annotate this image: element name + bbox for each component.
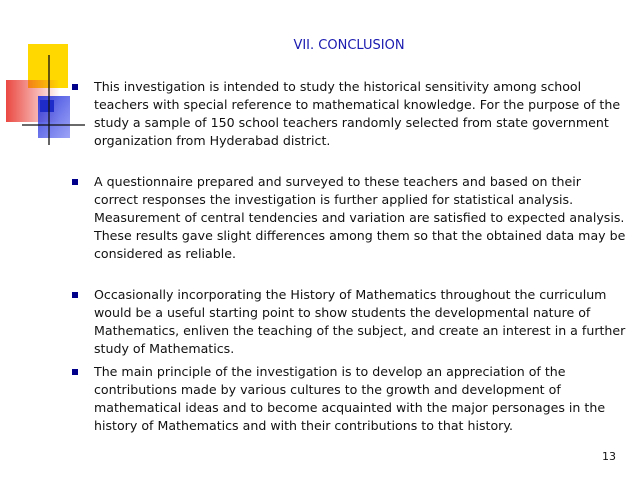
bullet-list bbox=[72, 78, 627, 435]
bullet-text: Occasionally incorporating the History of Mathematics throughout the curriculum would be a useful starting point to show students the developmental nature of Mathematics, enliven the teaching of the subject, and create an interest in a further study of Mathematics. bbox=[94, 287, 626, 356]
bullet-item bbox=[72, 173, 627, 263]
bullet-text: A questionnaire prepared and surveyed to these teachers and based on their correct responses the investigation is further applied for statistical analysis. Measurement of central tendencies and variation are satisfied to expected analysis. These results gave slight differences among them so that the obtained data may be considered as reliable. bbox=[94, 174, 626, 261]
bullet-text: This investigation is intended to study the historical sensitivity among school teachers with special reference to mathematical knowledge. For the purpose of the study a sample of 150 school teachers randomly selected from state government organization from Hyderabad district. bbox=[94, 79, 621, 148]
bullet-text: The main principle of the investigation is to develop an appreciation of the contributions made by various cultures to the growth and development of mathematical ideas and to become acquainted with the major personages in the history of Mathematics and with their contributions to that history. bbox=[94, 364, 606, 433]
page-number: 13 bbox=[602, 450, 616, 463]
bullet-item bbox=[72, 78, 627, 150]
bullet-item bbox=[72, 363, 627, 435]
square-bullet-icon bbox=[72, 84, 78, 90]
slide-title: VII. CONCLUSION bbox=[293, 38, 405, 53]
square-bullet-icon bbox=[72, 369, 78, 375]
square-bullet-icon bbox=[72, 292, 78, 298]
bullet-item bbox=[72, 286, 627, 358]
square-bullet-icon bbox=[72, 179, 78, 185]
